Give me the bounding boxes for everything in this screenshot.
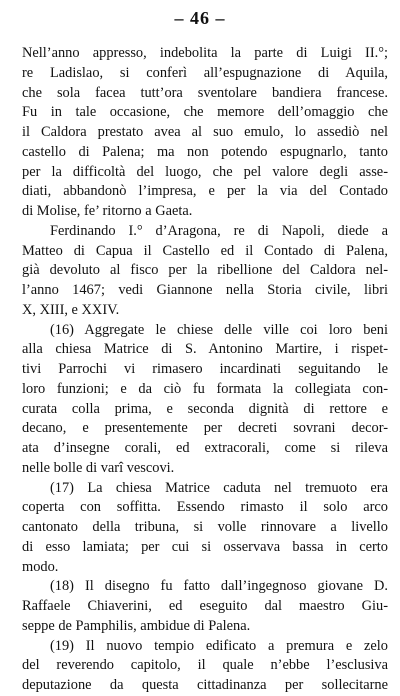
text-line: nelle bolle di varî vescovi. (22, 459, 175, 476)
text-line: l’anno 1467; vedi Giannone nella Storia civile, libri (22, 282, 388, 298)
text-line: che sola facea tutt’ora sventolare bandiera francese. (22, 84, 388, 101)
text-line: Nell’anno appresso, indebolita la parte di Luigi II.°; (22, 45, 388, 61)
text-line: cantonato della tribuna, si volle rinnovare a livello (22, 519, 388, 535)
text-line: già devoluto al fisco per la ribellione del Caldora nel- (22, 262, 388, 279)
text-line: (17) La chiesa Matrice caduta nel tremuoto era (50, 479, 388, 496)
text-line: il Caldora prestato avea al suo emulo, lo assediò nel (22, 124, 388, 140)
text-line: Fu in tale occasione, che memore dell’omaggio che (22, 104, 388, 121)
text-line: di esso lamiata; per cui si osservava bassa in certo (22, 538, 388, 555)
text-line: tivi Parrochi vi rimasero incardinati seguitando le (22, 361, 388, 377)
text-line: diati, abbandonò l’impresa, e per la via del Contado (22, 183, 388, 200)
text-line: seppe de Pamphilis, ambidue di Palena. (22, 617, 251, 634)
text-line: ata d’insegne corali, ed extracorali, come si rileva (22, 440, 388, 456)
text-line: castello di Palena; ma non potendo espugnarlo, tanto (22, 143, 388, 160)
text-line: Matteo di Capua il Castello ed il Contado di Palena, (22, 242, 388, 259)
text-line: curata colla prima, e seconda dignità di rettore e (22, 400, 388, 417)
text-line: (16) Aggregate le chiese delle ville coi loro beni (50, 321, 388, 338)
text-line: di Molise, fe’ ritorno a Gaeta. (22, 203, 193, 219)
body-text (22, 44, 388, 696)
text-line: deputazione da questa cittadinanza per sollecitarne (22, 677, 388, 693)
text-line: decano, e presentemente per decreti sovrani decor- (22, 420, 388, 437)
page-number: – 46 – (174, 8, 226, 28)
text-line: re Ladislao, si conferì all’espugnazione di Aquila, (22, 64, 388, 81)
text-line: Raffaele Chiaverini, ed eseguito dal maestro Giu- (22, 598, 388, 614)
text-line: (19) Il nuovo tempio edificato a premura e zelo (50, 637, 388, 654)
text-line: del reverendo capitolo, il quale n’ebbe l’esclusiva (22, 657, 388, 674)
text-line: (18) Il disegno fu fatto dall’ingegnoso giovane D. (50, 578, 388, 595)
text-line: modo. (22, 558, 59, 575)
text-line: coperta con soffitta. Essendo rimasto il solo arco (22, 499, 388, 516)
text-line: per la difficoltà del luogo, che pel valore degli asse- (22, 163, 388, 180)
text-line: alla chiesa Matrice di S. Antonino Martire, i rispet- (22, 341, 388, 358)
text-line: Ferdinando I.° d’Aragona, re di Napoli, diede a (50, 222, 388, 239)
text-line: X, XIII, e XXIV. (22, 301, 120, 318)
text-line: loro funzioni; e da ciò fu formata la collegiata con- (22, 380, 388, 397)
